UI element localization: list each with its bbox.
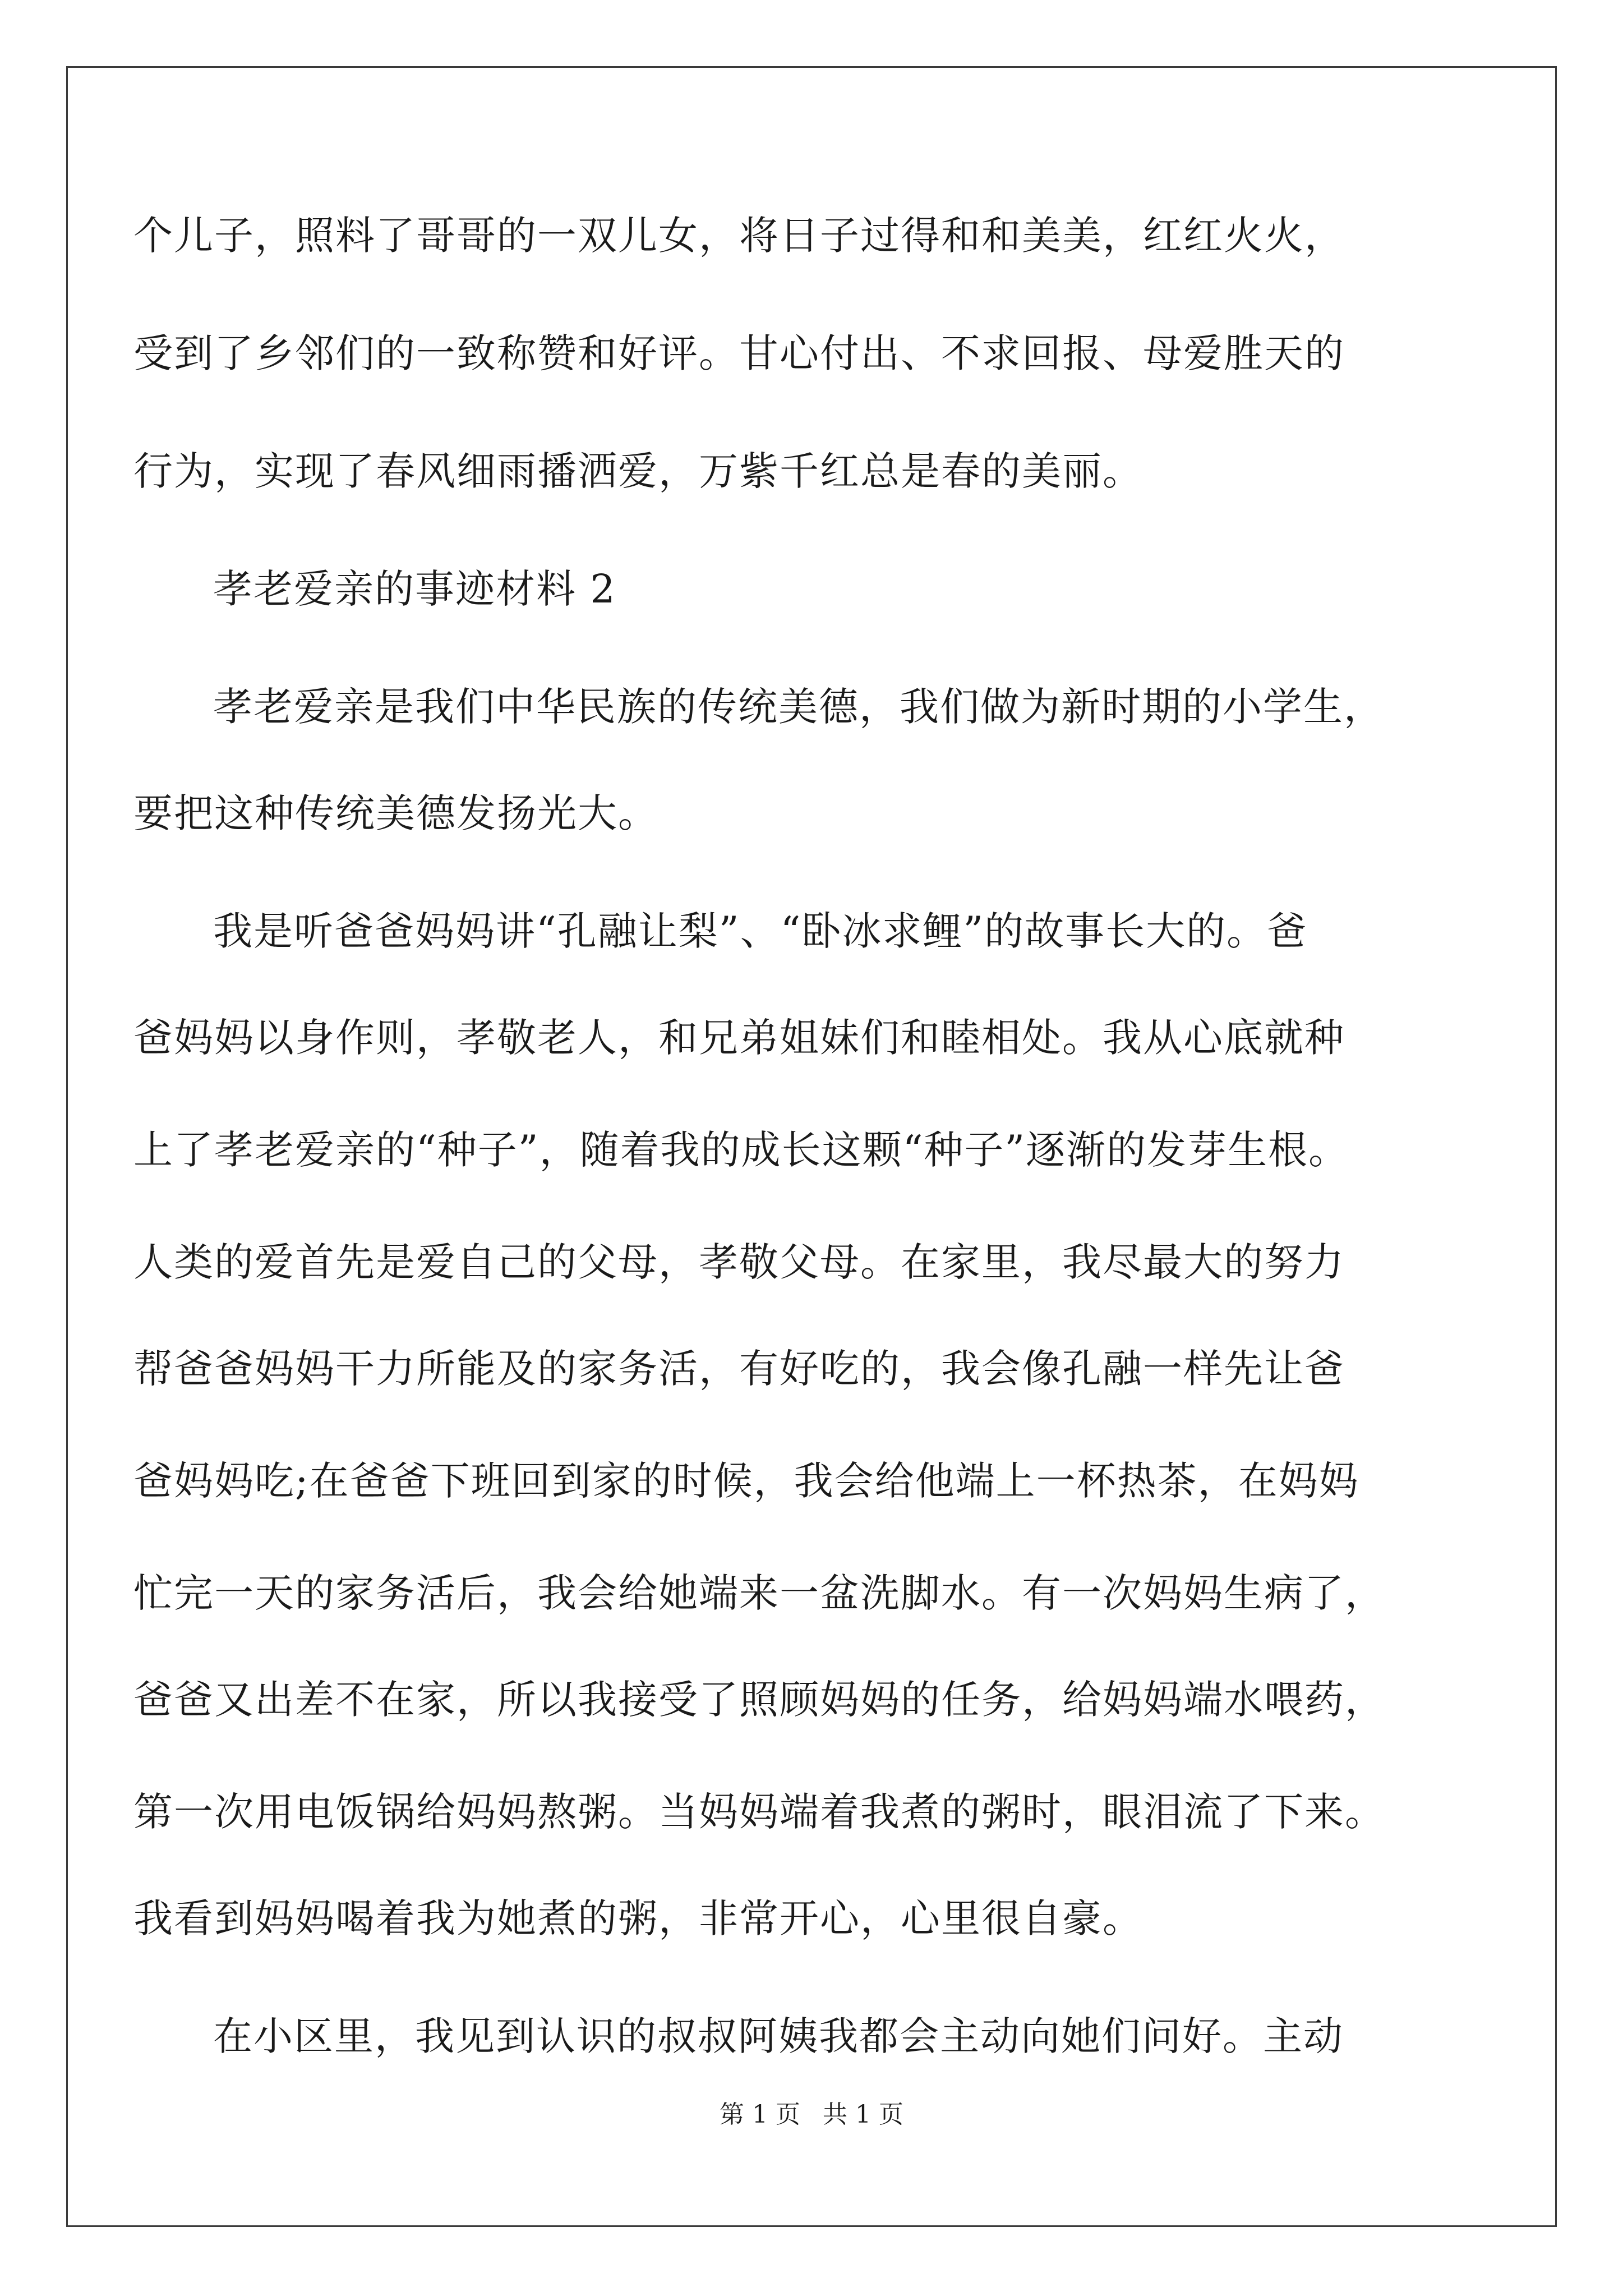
- text-line: 我看到妈妈喝着我为她煮的粥，非常开心，心里很自豪。: [133, 1895, 1143, 1941]
- text-line: 孝老爱亲是我们中华民族的传统美德，我们做为新时期的小学生，: [213, 684, 1384, 730]
- page-number-current: 第 1 页: [720, 2100, 800, 2129]
- section-heading: 孝老爱亲的事迹材料 2: [213, 566, 616, 612]
- text-line: 行为，实现了春风细雨播洒爱，万紫千红总是春的美丽。: [133, 448, 1143, 494]
- text-line: 爸妈妈吃;在爸爸下班回到家的时候，我会给他端上一杯热茶，在妈妈: [133, 1458, 1359, 1504]
- page-number-total: 共 1 页: [823, 2100, 903, 2129]
- text-line: 爸妈妈以身作则，孝敬老人，和兄弟姐妹们和睦相处。我从心底就种: [133, 1015, 1345, 1061]
- text-line: 第一次用电饭锅给妈妈熬粥。当妈妈端着我煮的粥时，眼泪流了下来。: [133, 1789, 1385, 1835]
- text-line: 上了孝老爱亲的“种子”，随着我的成长这颗“种子”逐渐的发芽生根。: [133, 1127, 1349, 1173]
- text-line: 爸爸又出差不在家，所以我接受了照顾妈妈的任务，给妈妈端水喂药，: [133, 1677, 1385, 1723]
- text-line: 帮爸爸妈妈干力所能及的家务活，有好吃的，我会像孔融一样先让爸: [133, 1346, 1345, 1392]
- text-line: 个儿子，照料了哥哥的一双儿女，将日子过得和和美美，红红火火，: [133, 213, 1345, 259]
- text-line: 要把这种传统美德发扬光大。: [133, 790, 658, 836]
- text-line: 忙完一天的家务活后，我会给她端来一盆洗脚水。有一次妈妈生病了，: [133, 1570, 1385, 1616]
- text-line: 受到了乡邻们的一致称赞和好评。甘心付出、不求回报、母爱胜天的: [133, 330, 1345, 376]
- text-line: 人类的爱首先是爱自己的父母，孝敬父母。在家里，我尽最大的努力: [133, 1239, 1345, 1285]
- page-footer: [0, 2098, 1623, 2132]
- text-line: 在小区里，我见到认识的叔叔阿姨我都会主动向她们问好。主动: [213, 2013, 1344, 2059]
- text-line: 我是听爸爸妈妈讲“孔融让梨”、“卧冰求鲤”的故事长大的。爸: [213, 908, 1308, 954]
